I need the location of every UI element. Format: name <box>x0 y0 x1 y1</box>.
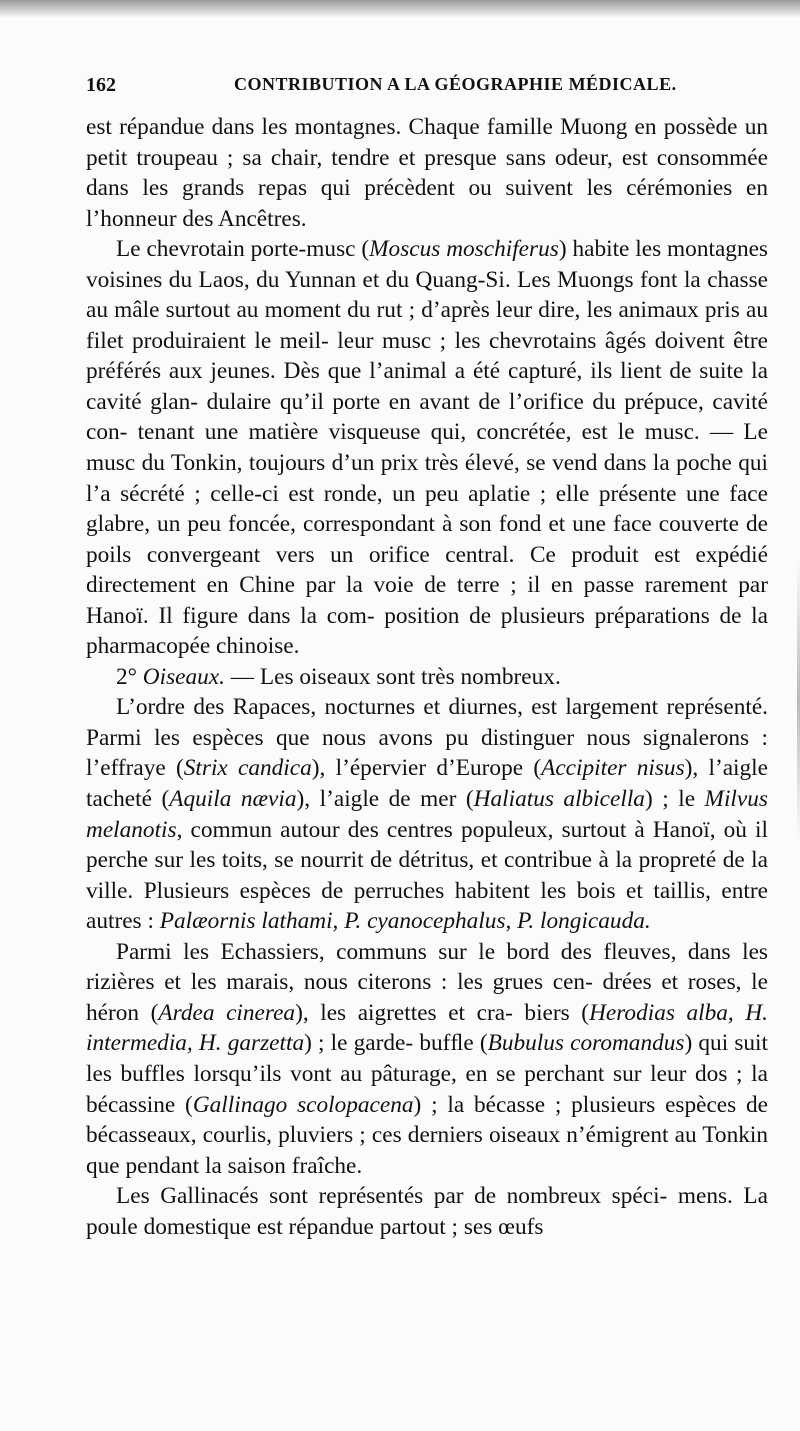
paragraph-goat-continuation <box>86 112 768 234</box>
italic-term: Palæornis lathami, P. cyanocephalus, P. longicauda. <box>159 908 651 935</box>
text-run: 2° <box>116 663 143 690</box>
paragraph-raptors <box>86 692 768 936</box>
text-run: ), les aigrettes et cra- biers ( <box>295 999 590 1026</box>
paragraph-birds-heading <box>86 662 768 693</box>
text-run: ) ; le garde- bufﬂe ( <box>304 1030 488 1057</box>
text-run: , commun autour des centres populeux, surtout à Hanoï, où il perche sur les toits, se nourrit de détritus, et contribue à la propreté de la ville. Plusieurs espèces de perruches habitent les bois et taillis, entre autres : <box>86 816 768 935</box>
text-run: ), l’aigle tacheté ( <box>86 755 768 813</box>
italic-term: Accipiter nisus <box>541 755 685 782</box>
text-run: ) habite les montagnes voisines du Laos, du Yunnan et du Quang-Si. Les Muongs font la chasse au mâle surtout au moment du rut ; d’après leur dire, les animaux pris au filet produiraient le meil- leur musc ; les chevrotains âgés doivent être préférés aux jeunes. Dès que l’animal a été capturé, ils lient de suite la cavité glan- dulaire qu’il porte en avant de l’orifice du prépuce, cavité con- tenant une matière visqueuse qui, concrétée, est le musc. — Le musc du Tonkin, toujours d’un prix très élevé, se vend dans la poche qui l’a sécrété ; celle-ci est ronde, un peu aplatie ; elle présente une face glabre, un peu foncée, correspondant à son fond et une face couverte de poils convergeant vers un orifice central. Ce produit est expédié directement en Chine par la voie de terre ; il en passe rarement par Hanoï. Il figure dans la com- position de plusieurs préparations de la pharmacopée chinoise. <box>86 236 768 660</box>
page-header <box>86 74 760 100</box>
italic-term: Moscus moschiferus <box>369 236 559 263</box>
italic-term: Oiseaux. <box>142 663 225 690</box>
text-run: est répandue dans les montagnes. Chaque famille Muong en possède un petit troupeau ; sa chair, tendre et presque sans odeur, est consommée dans les grands repas qui précèdent ou suivent les cérémonies en l’honneur des Ancêtres. <box>86 114 768 232</box>
text-run: Parmi les Echassiers, communs sur le bord des fleuves, dans les rizières et les marais, nous citerons : les grues cen- drées et roses, le héron ( <box>86 938 768 1026</box>
paragraph-waders <box>86 937 768 1181</box>
italic-term: Gallinago scolopacena <box>192 1091 414 1118</box>
italic-term: Ardea cinerea <box>158 999 296 1026</box>
text-run: ) ; le <box>644 786 705 813</box>
body-text <box>86 112 768 1242</box>
text-run: Les Gallinacés sont représentés par de nombreux spéci- mens. La poule domestique est répandue partout ; ses œufs <box>86 1183 768 1240</box>
italic-term: Haliatus albicella <box>473 786 645 813</box>
paragraph-gallinaceous <box>86 1181 768 1242</box>
text-run: ), l’aigle de mer ( <box>296 786 474 813</box>
text-run: ) ; la bécasse ; plusieurs espèces de bécasseaux, courlis, pluviers ; ces derniers oiseaux n’émigrent au Tonkin que pendant la saison fraîche. <box>86 1091 768 1179</box>
italic-term: Herodias alba, H. intermedia, H. garzetta <box>86 999 768 1057</box>
italic-term: Aquila nævia <box>169 786 297 813</box>
text-run: ), l’épervier d’Europe ( <box>311 755 542 782</box>
text-run: ) qui suit les buffles lorsqu’ils vont au pâturage, en se perchant sur leur dos ; la bécassine ( <box>86 1030 768 1118</box>
italic-term: Milvus melanotis <box>86 786 768 843</box>
italic-term: Strix candica <box>183 755 312 782</box>
text-run: L’ordre des Rapaces, nocturnes et diurnes, est largement représenté. Parmi les espèces que nous avons pu distinguer nous signalerons : l’effraye ( <box>86 694 768 782</box>
text-run: — Les oiseaux sont très nombreux. <box>224 663 561 690</box>
page-number: 162 <box>86 74 116 96</box>
running-title: CONTRIBUTION A LA GÉOGRAPHIE MÉDICALE. <box>234 74 677 94</box>
paragraph-musk-deer <box>86 234 768 662</box>
text-run: Le chevrotain porte-musc ( <box>116 236 370 263</box>
italic-term: Bubulus coromandus <box>487 1030 685 1057</box>
